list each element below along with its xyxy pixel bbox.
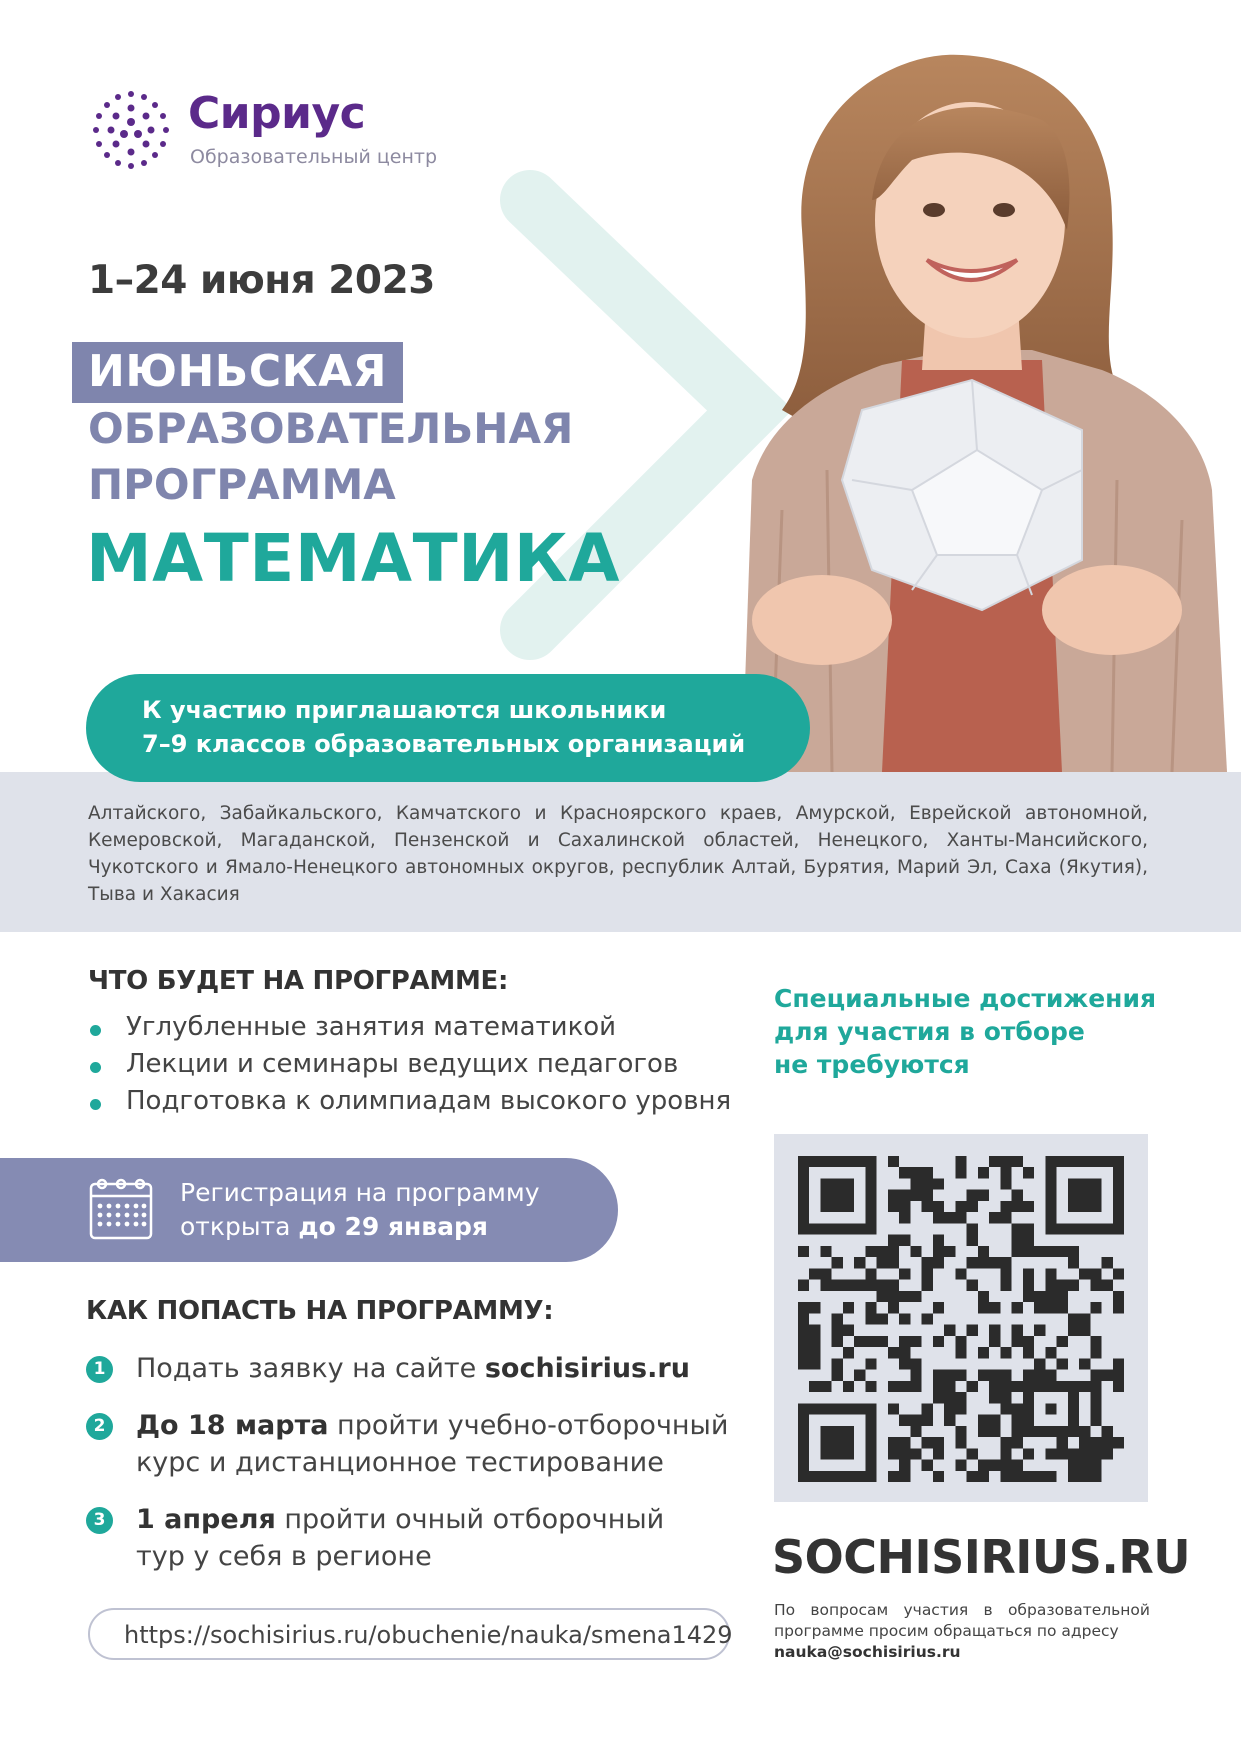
list-item: 1 Подать заявку на сайте sochisirius.ru xyxy=(86,1350,728,1387)
subject-title: МАТЕМАТИКА xyxy=(86,520,620,597)
title-line-2: ОБРАЗОВАТЕЛЬНАЯ xyxy=(88,404,574,453)
list-item: Углубленные занятия математикой xyxy=(88,1012,731,1049)
list-item: Подготовка к олимпиадам высокого уровня xyxy=(88,1086,731,1123)
bullet-dot-icon xyxy=(90,1025,101,1036)
contact-email[interactable]: nauka@sochisirius.ru xyxy=(774,1643,961,1661)
program-list xyxy=(88,1012,731,1123)
invite-line-1: К участию приглашаются школьники xyxy=(142,696,667,724)
event-date: 1–24 июня 2023 xyxy=(88,258,435,303)
qr-code-panel xyxy=(774,1134,1148,1502)
program-heading: ЧТО БУДЕТ НА ПРОГРАММЕ: xyxy=(88,966,509,996)
regions-text: Алтайского, Забайкальского, Камчатского и Красноярского краев, Амурской, Еврейской автономной, Кемеровской, Магаданской, Пензенской и Сахалинской областей, Ненецкого, Ханты-Мансийского, Чукотского и Ямало-Ненецкого автономных округов, республик Алтай, Бурятия, Марий Эл, Саха (Якутия), Тыва и Хакасия xyxy=(88,803,1148,905)
registration-banner xyxy=(0,1158,618,1262)
special-note: Специальные достижения для участия в отборе не требуются xyxy=(774,984,1157,1079)
step-number-badge: 2 xyxy=(86,1413,113,1440)
sirius-logo-icon xyxy=(86,86,176,176)
list-item: 2 До 18 марта пройти учебно-отборочный курс и дистанционное тестирование xyxy=(86,1407,728,1481)
contact-info: По вопросам участия в образовательной программе просим обращаться по адресу nauka@sochisirius.ru xyxy=(774,1601,1150,1661)
student-photo xyxy=(712,50,1241,772)
how-heading: КАК ПОПАСТЬ НА ПРОГРАММУ: xyxy=(86,1296,554,1326)
title-line-3: ПРОГРАММА xyxy=(88,460,396,509)
logo-subtitle: Образовательный центр xyxy=(190,146,438,168)
registration-line-2: открыта до 29 января xyxy=(180,1212,488,1241)
calendar-icon xyxy=(88,1176,154,1242)
logo-name: Сириус xyxy=(188,88,366,139)
program-url-link[interactable] xyxy=(88,1608,733,1660)
list-item: Лекции и семинары ведущих педагогов xyxy=(88,1049,731,1086)
steps-list xyxy=(86,1350,728,1575)
program-url-text[interactable]: https://sochisirius.ru/obuchenie/nauka/smena1429 xyxy=(124,1621,733,1649)
registration-line-1: Регистрация на программу xyxy=(180,1178,540,1207)
bullet-dot-icon xyxy=(90,1099,101,1110)
qr-code-icon[interactable] xyxy=(798,1156,1124,1482)
site-title: SOCHISIRIUS.RU xyxy=(772,1530,1191,1584)
title-line-1: ИЮНЬСКАЯ xyxy=(72,342,403,403)
list-item: 3 1 апреля пройти очный отборочный тур у себя в регионе xyxy=(86,1501,728,1575)
regions-band xyxy=(0,772,1241,932)
invite-banner xyxy=(86,674,810,782)
step-number-badge: 3 xyxy=(86,1507,113,1534)
step-number-badge: 1 xyxy=(86,1356,113,1383)
bullet-dot-icon xyxy=(90,1062,101,1073)
invite-line-2: 7–9 классов образовательных организаций xyxy=(142,730,746,758)
